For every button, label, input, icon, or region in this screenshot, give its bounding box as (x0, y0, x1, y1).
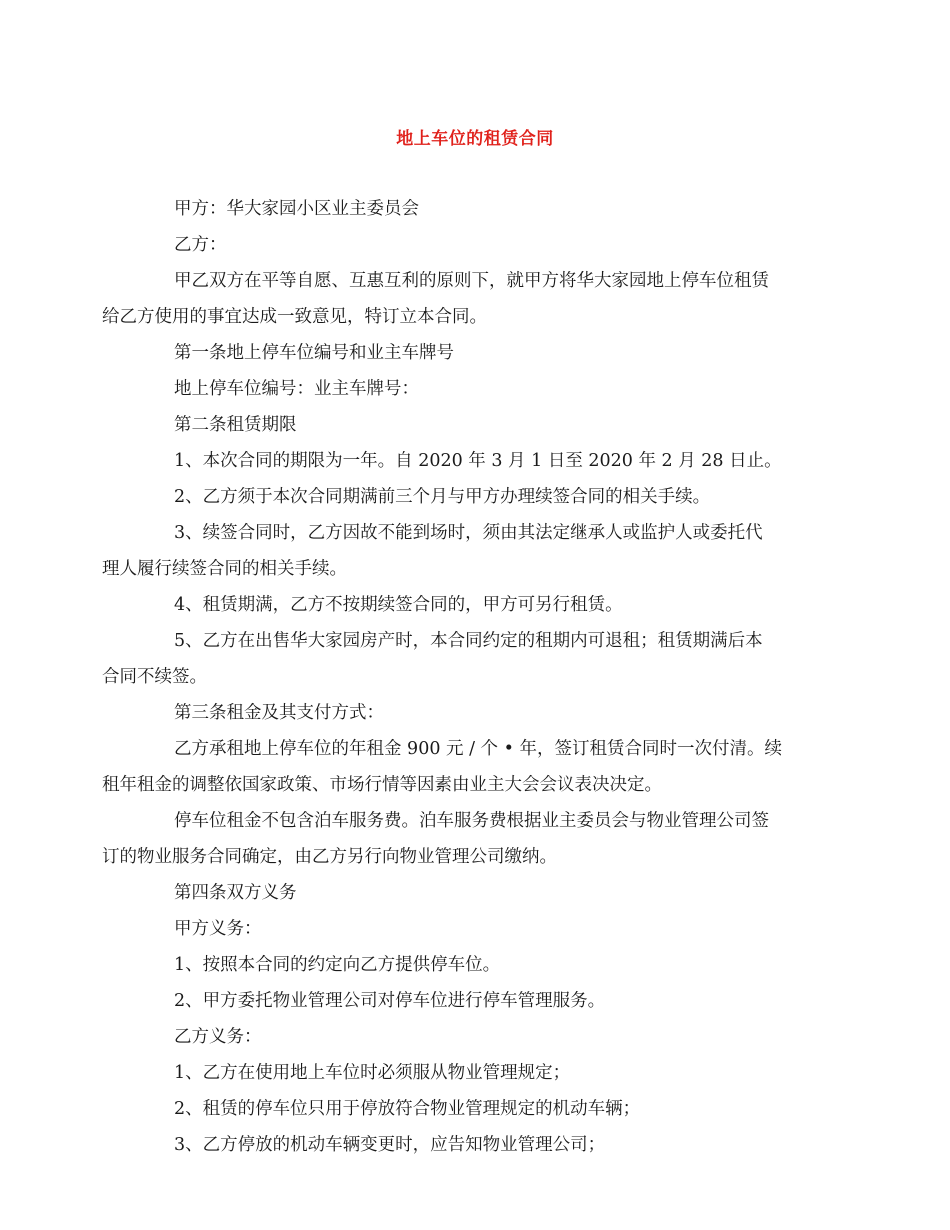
text-line: 第二条租赁期限 (174, 415, 297, 435)
clause-3-service-fee (102, 803, 818, 875)
text-line: 乙方承租地上停车位的年租金 900 元 / 个 • 年，签订租赁合同时一次付清。续 (174, 739, 782, 759)
text-line: 乙方： (174, 235, 227, 255)
text-line: 1、乙方在使用地上车位时必须服从物业管理规定； (174, 1063, 571, 1083)
text-line: 甲方义务： (174, 919, 262, 939)
article-heading-3 (138, 695, 818, 731)
text-line: 甲乙双方在平等自愿、互惠互利的原则下，就甲方将华大家园地上停车位租赁 (174, 271, 769, 291)
clause-2-4 (138, 587, 818, 623)
party-a-obligations-heading (138, 911, 818, 947)
text-line: 2、租赁的停车位只用于停放符合物业管理规定的机动车辆； (174, 1099, 641, 1119)
text-line: 第四条双方义务 (174, 883, 297, 903)
text-line: 给乙方使用的事宜达成一致意见，特订立本合同。 (102, 307, 487, 327)
clause-2-3 (102, 515, 818, 587)
party-a-obligation-2 (138, 983, 818, 1019)
clause-2-2 (138, 479, 818, 515)
text-line: 1、按照本合同的约定向乙方提供停车位。 (174, 955, 501, 975)
document-title: 地上车位的租赁合同 (396, 129, 554, 149)
text-line: 4、租赁期满，乙方不按期续签合同的，甲方可另行租赁。 (174, 595, 623, 615)
text-line: 3、乙方停放的机动车辆变更时，应告知物业管理公司； (174, 1135, 606, 1155)
party-b-obligation-3 (138, 1127, 818, 1163)
text-line: 订的物业服务合同确定，由乙方另行向物业管理公司缴纳。 (102, 847, 557, 867)
text-line: 2、乙方须于本次合同期满前三个月与甲方办理续签合同的相关手续。 (174, 487, 711, 507)
text-line: 地上停车位编号：业主车牌号： (174, 379, 419, 399)
text-line: 第一条地上停车位编号和业主车牌号 (174, 343, 454, 363)
article-heading-1 (138, 335, 818, 371)
paragraph-party-a (138, 191, 818, 227)
text-line: 停车位租金不包含泊车服务费。泊车服务费根据业主委员会与物业管理公司签 (174, 811, 769, 831)
party-b-obligation-2 (138, 1091, 818, 1127)
text-line: 乙方义务： (174, 1027, 262, 1047)
text-line: 合同不续签。 (102, 667, 207, 687)
clause-3-rent (102, 731, 818, 803)
clause-2-1 (138, 443, 818, 479)
party-a-obligation-1 (138, 947, 818, 983)
paragraph-party-b (138, 227, 818, 263)
clause-2-5 (102, 623, 818, 695)
text-line: 5、乙方在出售华大家园房产时，本合同约定的租期内可退租；租赁期满后本 (174, 631, 763, 651)
text-line: 租年租金的调整依国家政策、市场行情等因素由业主大会会议表决决定。 (102, 775, 662, 795)
article-heading-2 (138, 407, 818, 443)
text-line: 1、本次合同的期限为一年。自 2020 年 3 月 1 日至 2020 年 2 月 28 日止。 (174, 451, 782, 471)
paragraph-space-number (138, 371, 818, 407)
party-b-obligation-1 (138, 1055, 818, 1091)
text-line: 理人履行续签合同的相关手续。 (102, 559, 347, 579)
party-b-obligations-heading (138, 1019, 818, 1055)
article-heading-4 (138, 875, 818, 911)
text-line: 第三条租金及其支付方式： (174, 703, 384, 723)
paragraph-preamble (102, 263, 818, 335)
text-line: 2、甲方委托物业管理公司对停车位进行停车管理服务。 (174, 991, 606, 1011)
text-line: 3、续签合同时，乙方因故不能到场时，须由其法定继承人或监护人或委托代 (174, 523, 763, 543)
document-body (102, 191, 818, 1163)
text-line: 甲方：华大家园小区业主委员会 (174, 199, 419, 219)
